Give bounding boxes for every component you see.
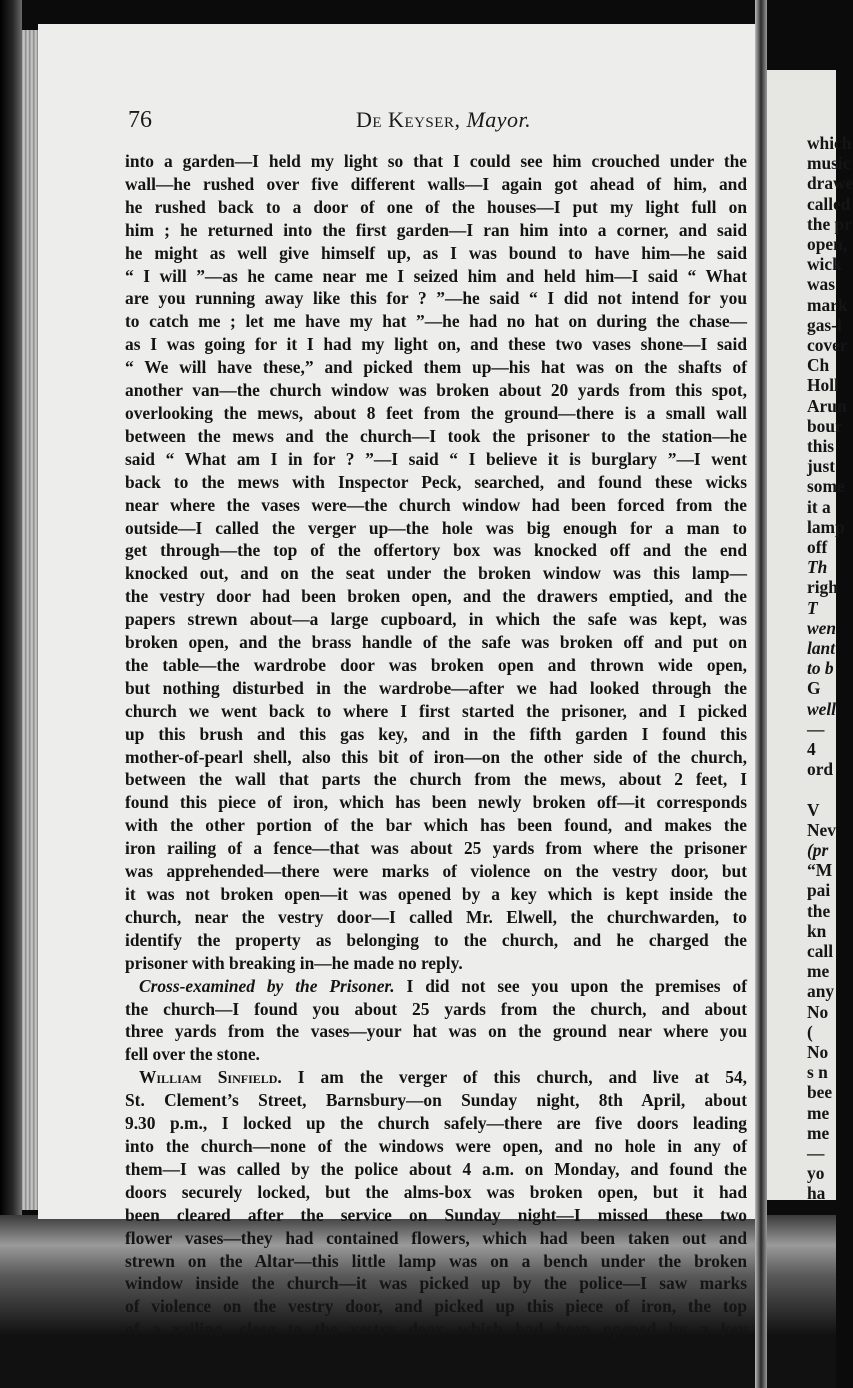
facing-fragment-italic: Th [807, 557, 828, 578]
facing-fragment: Arun [807, 395, 847, 416]
witness-text: I am the verger of this church, and live at 54, [297, 1067, 747, 1088]
facing-fragment: mark [807, 294, 848, 315]
cross-examination-text: I did not see you upon the premises of [406, 975, 747, 996]
book-page [38, 24, 760, 1340]
facing-fragment: call [807, 941, 834, 961]
text-line: been cleared after the service on Sunday night—I missed these two [125, 1204, 747, 1225]
facing-fragment: open, [807, 234, 848, 254]
witness-line [125, 1066, 747, 1089]
facing-fragment: No [807, 1001, 829, 1022]
cross-examination-label: Cross-examined by the Prisoner. [139, 975, 395, 996]
text-line: St. Clement’s Street, Barnsbury—on Sunday night, 8th April, about [125, 1090, 747, 1111]
text-line: three yards from the vases—your hat was on the ground near where you [125, 1021, 747, 1042]
text-line: it was not broken open—it was opened by a key which is kept inside the [125, 884, 747, 904]
text-line: “ I will ”—as he came near me I seized him and held him—I said “ What [125, 265, 747, 286]
facing-fragment: kn [807, 920, 827, 941]
text-line: knocked out, and on the seat under the broken window was this lamp— [125, 563, 747, 584]
text-line: 9.30 p.m., I locked up the church safely—there are five doors leading [125, 1113, 747, 1134]
facing-fragment: me [807, 1102, 830, 1123]
text-line: wall—he rushed over five different walls—I again got ahead of him, and [125, 173, 747, 194]
facing-fragment: Holl [807, 375, 839, 396]
facing-fragment: Nev [807, 819, 836, 840]
text-line: church, near the vestry door—I called Mr. Elwell, the churchwarden, to [125, 906, 747, 927]
facing-fragment: just [807, 456, 836, 477]
text-line: into the church—none of the windows were open, and no hole in any of [125, 1135, 747, 1156]
facing-fragment: wick [807, 254, 842, 275]
text-line: the table—the wardrobe door was broken open and thrown wide open, [125, 654, 747, 675]
facing-fragment-italic: lant [807, 638, 836, 658]
facing-fragment: — [807, 1143, 825, 1163]
text-line: “ We will have these,” and picked them up—his hat was on the shafts of [125, 357, 747, 378]
binding-shadow [0, 0, 22, 1388]
facing-fragment: bour [807, 415, 843, 436]
facing-fragment: the [807, 900, 831, 921]
text-line: with the other portion of the bar which has been found, and makes the [125, 815, 747, 836]
text-line: him ; he returned into the first garden—I ran him into a corner, and said [125, 219, 747, 240]
text-line: to catch me ; let me have my hat ”—he had no hat on during the chase— [125, 311, 747, 332]
text-line: mother-of-pearl shell, also this bit of iron—on the other side of the church, [125, 746, 747, 767]
facing-fragment: G [807, 678, 821, 699]
facing-fragment: called [807, 193, 851, 214]
text-line: broken open, and the brass handle of the safe was broken off and put on [125, 632, 747, 653]
facing-fragment: ha [807, 1183, 826, 1204]
text-line: was apprehended—there were marks of violence on the vestry door, but [125, 861, 747, 882]
facing-fragment: righ [807, 577, 838, 598]
facing-fragment: me [807, 1122, 830, 1143]
text-line: up this brush and this gas key, and in the fifth garden I found this [125, 723, 747, 744]
text-line: but nothing disturbed in the wardrobe—after we had looked through the [125, 677, 747, 698]
text-line: he rushed back to a door of one of the houses—I put my light full on [125, 196, 747, 217]
page-number: 76 [128, 107, 152, 133]
facing-fragment: me [807, 961, 830, 982]
page-body [125, 150, 747, 1341]
facing-fragment: — [807, 718, 825, 739]
text-line: iron railing of a fence—that was about 25 yards from where the prisoner [125, 838, 747, 859]
text-line: into a garden—I held my light so that I could see him crouched under the [125, 151, 747, 171]
text-line: window inside the church—it was picked up by the police—I saw marks [125, 1273, 747, 1294]
text-line: strewn on the Altar—this little lamp was on a bench under the broken [125, 1250, 747, 1271]
text-line: the church—I found you about 25 yards from the church, and about [125, 998, 747, 1019]
facing-fragment: the pr [807, 213, 852, 234]
text-line: between the wall that parts the church from the mews, about 2 feet, I [125, 769, 747, 790]
facing-fragment: lamp [807, 516, 845, 537]
text-line: another van—the church window was broken about 20 yards from this spot, [125, 380, 747, 401]
text-line: said “ What am I in for ? ”—I said “ I believe it is burglary ”—I went [125, 448, 747, 469]
facing-fragment-italic: to b [807, 658, 834, 679]
facing-fragment: bee [807, 1082, 833, 1103]
facing-fragment: s n [807, 1062, 828, 1083]
text-line: get through—the top of the offertory box was knocked off and the end [125, 540, 747, 561]
facing-fragment: cover [807, 335, 848, 355]
text-line: found this piece of iron, which has been newly broken off—it corresponds [125, 792, 747, 813]
text-line: as I was going for it I had my light on, and these two vases shone—I said [125, 334, 747, 355]
facing-fragment: which [807, 133, 852, 153]
running-title-name: De Keyser, [356, 107, 461, 132]
text-line: the vestry door had been broken open, and the drawers emptied, and the [125, 586, 747, 607]
facing-fragment-italic: wen [807, 617, 836, 638]
text-line: outside—I called the verger up—the hole was big enough for a man to [125, 517, 747, 538]
running-title [356, 107, 531, 133]
running-title-role: Mayor. [466, 107, 532, 132]
text-line: back to the mews with Inspector Peck, searched, and found these wicks [125, 471, 747, 492]
facing-fragment-italic: (pr [807, 840, 829, 860]
text-line: them—I was called by the police about 4 a.m. on Monday, and found the [125, 1158, 747, 1179]
text-line: identify the property as belonging to the church, and he charged the [125, 929, 747, 950]
facing-fragment: yo [807, 1163, 825, 1184]
facing-page-fragment [767, 70, 853, 1204]
facing-fragment: No [807, 1042, 829, 1062]
text-line: near where the vases were—the church window had been forced from the [125, 494, 747, 515]
gutter-shadow [755, 0, 767, 1388]
facing-fragment: ( [807, 1021, 813, 1042]
facing-fragment: it a [807, 496, 831, 517]
text-line: doors securely locked, but the alms-box was broken open, but it had [125, 1181, 747, 1202]
page-header [38, 107, 760, 141]
facing-fragment: “M [807, 860, 833, 881]
facing-fragment: ord [807, 759, 834, 780]
facing-fragment: gas-l [807, 314, 842, 335]
facing-fragment: some [807, 476, 845, 497]
facing-fragment-italic: T [807, 597, 818, 618]
facing-fragment: music [807, 153, 851, 174]
text-line: flower vases—they had contained flowers, which had been taken out and [125, 1227, 747, 1248]
facing-fragment: pai [807, 880, 831, 901]
facing-fragment: this [807, 436, 835, 456]
text-line: papers strewn about—a large cupboard, in which the safe was kept, was [125, 609, 747, 630]
facing-fragment-italic: well [807, 698, 836, 719]
text-line: of violence on the vestry door, and picked up this piece of iron, the top [125, 1296, 747, 1317]
facing-fragment: any [807, 981, 835, 1002]
text-line: fell over the stone. [125, 1044, 260, 1065]
text-line: are you running away like this for ? ”—he said “ I did not intend for you [125, 288, 747, 309]
facing-fragment: V [807, 799, 820, 820]
facing-fragment: off [807, 537, 828, 557]
text-line: of a railing, close to the vestry door, which had been opened by a key [125, 1319, 747, 1340]
facing-fragment: was [807, 274, 836, 295]
facing-fragment: 4 [807, 739, 816, 759]
facing-fragment: Ch [807, 355, 830, 376]
facing-fragment: drawe [807, 173, 853, 194]
text-line: he might as well give himself up, as I was bound to have him—he said [125, 242, 747, 263]
text-line: overlooking the mews, about 8 feet from the ground—there is a small wall [125, 402, 747, 423]
cross-examination-line [125, 975, 747, 998]
witness-name: William Sinfield. [139, 1067, 282, 1088]
text-line: prisoner with breaking in—he made no reply. [125, 952, 463, 973]
text-line: between the mews and the church—I took the prisoner to the station—he [125, 425, 747, 446]
text-line: church we went back to where I first started the prisoner, and I picked [125, 700, 747, 721]
